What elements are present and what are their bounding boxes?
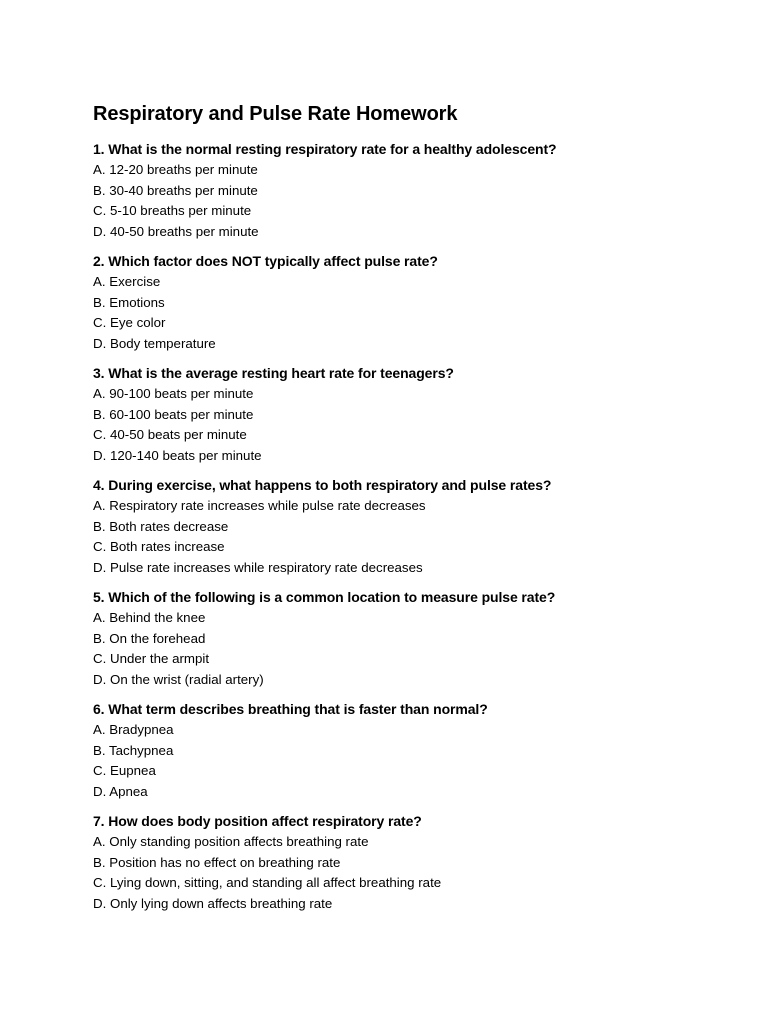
question-text: 6. What term describes breathing that is faster than normal? <box>93 701 488 717</box>
answer-option-c: C. Under the armpit <box>93 651 210 666</box>
answer-option-d: D. 120-140 beats per minute <box>93 447 262 463</box>
question-2 <box>93 251 733 354</box>
answer-option-b: B. 60-100 beats per minute <box>93 406 254 422</box>
question-3 <box>93 363 733 466</box>
question-text: 2. Which factor does NOT typically affect pulse rate? <box>93 253 438 269</box>
question-text: 3. What is the average resting heart rate for teenagers? <box>93 365 454 381</box>
question-7 <box>93 811 733 914</box>
answer-options <box>93 496 733 578</box>
question-6 <box>93 699 733 802</box>
question-text: 7. How does body position affect respiratory rate? <box>93 813 422 829</box>
question-4 <box>93 475 733 578</box>
answer-option-a: A. Respiratory rate increases while pulse rate decreases <box>93 498 426 513</box>
answer-option-b: B. Emotions <box>93 294 165 310</box>
answer-option-a: A. 12-20 breaths per minute <box>93 162 258 177</box>
answer-options <box>93 384 733 466</box>
answer-option-c: C. 5-10 breaths per minute <box>93 203 252 218</box>
answer-options <box>93 720 733 802</box>
answer-option-d: D. Apnea <box>93 783 148 799</box>
answer-option-b: B. Both rates decrease <box>93 518 229 534</box>
question-text: 1. What is the normal resting respiratory rate for a healthy adolescent? <box>93 141 557 157</box>
question-text: 5. Which of the following is a common location to measure pulse rate? <box>93 589 556 605</box>
document-page <box>93 100 733 923</box>
answer-option-a: A. Exercise <box>93 274 161 289</box>
answer-option-b: B. On the forehead <box>93 630 206 646</box>
answer-option-a: A. Only standing position affects breathing rate <box>93 834 369 849</box>
answer-option-c: C. Lying down, sitting, and standing all affect breathing rate <box>93 875 442 890</box>
answer-options <box>93 832 733 914</box>
answer-option-d: D. Only lying down affects breathing rate <box>93 895 333 911</box>
answer-option-c: C. Eupnea <box>93 763 156 778</box>
question-text: 4. During exercise, what happens to both respiratory and pulse rates? <box>93 477 552 493</box>
answer-option-a: A. 90-100 beats per minute <box>93 386 254 401</box>
answer-option-a: A. Bradypnea <box>93 722 174 737</box>
page-title: Respiratory and Pulse Rate Homework <box>93 103 458 125</box>
answer-option-a: A. Behind the knee <box>93 610 206 625</box>
answer-options <box>93 272 733 354</box>
answer-option-c: C. Eye color <box>93 315 166 330</box>
answer-option-d: D. Body temperature <box>93 335 216 351</box>
answer-option-b: B. Position has no effect on breathing rate <box>93 854 341 870</box>
answer-option-b: B. 30-40 breaths per minute <box>93 182 258 198</box>
answer-option-d: D. 40-50 breaths per minute <box>93 223 259 239</box>
question-1 <box>93 139 733 242</box>
answer-option-d: D. Pulse rate increases while respiratory rate decreases <box>93 559 423 575</box>
question-5 <box>93 587 733 690</box>
answer-options <box>93 608 733 690</box>
answer-option-c: C. 40-50 beats per minute <box>93 427 247 442</box>
answer-options <box>93 160 733 242</box>
answer-option-c: C. Both rates increase <box>93 539 225 554</box>
answer-option-d: D. On the wrist (radial artery) <box>93 671 264 687</box>
answer-option-b: B. Tachypnea <box>93 742 174 758</box>
